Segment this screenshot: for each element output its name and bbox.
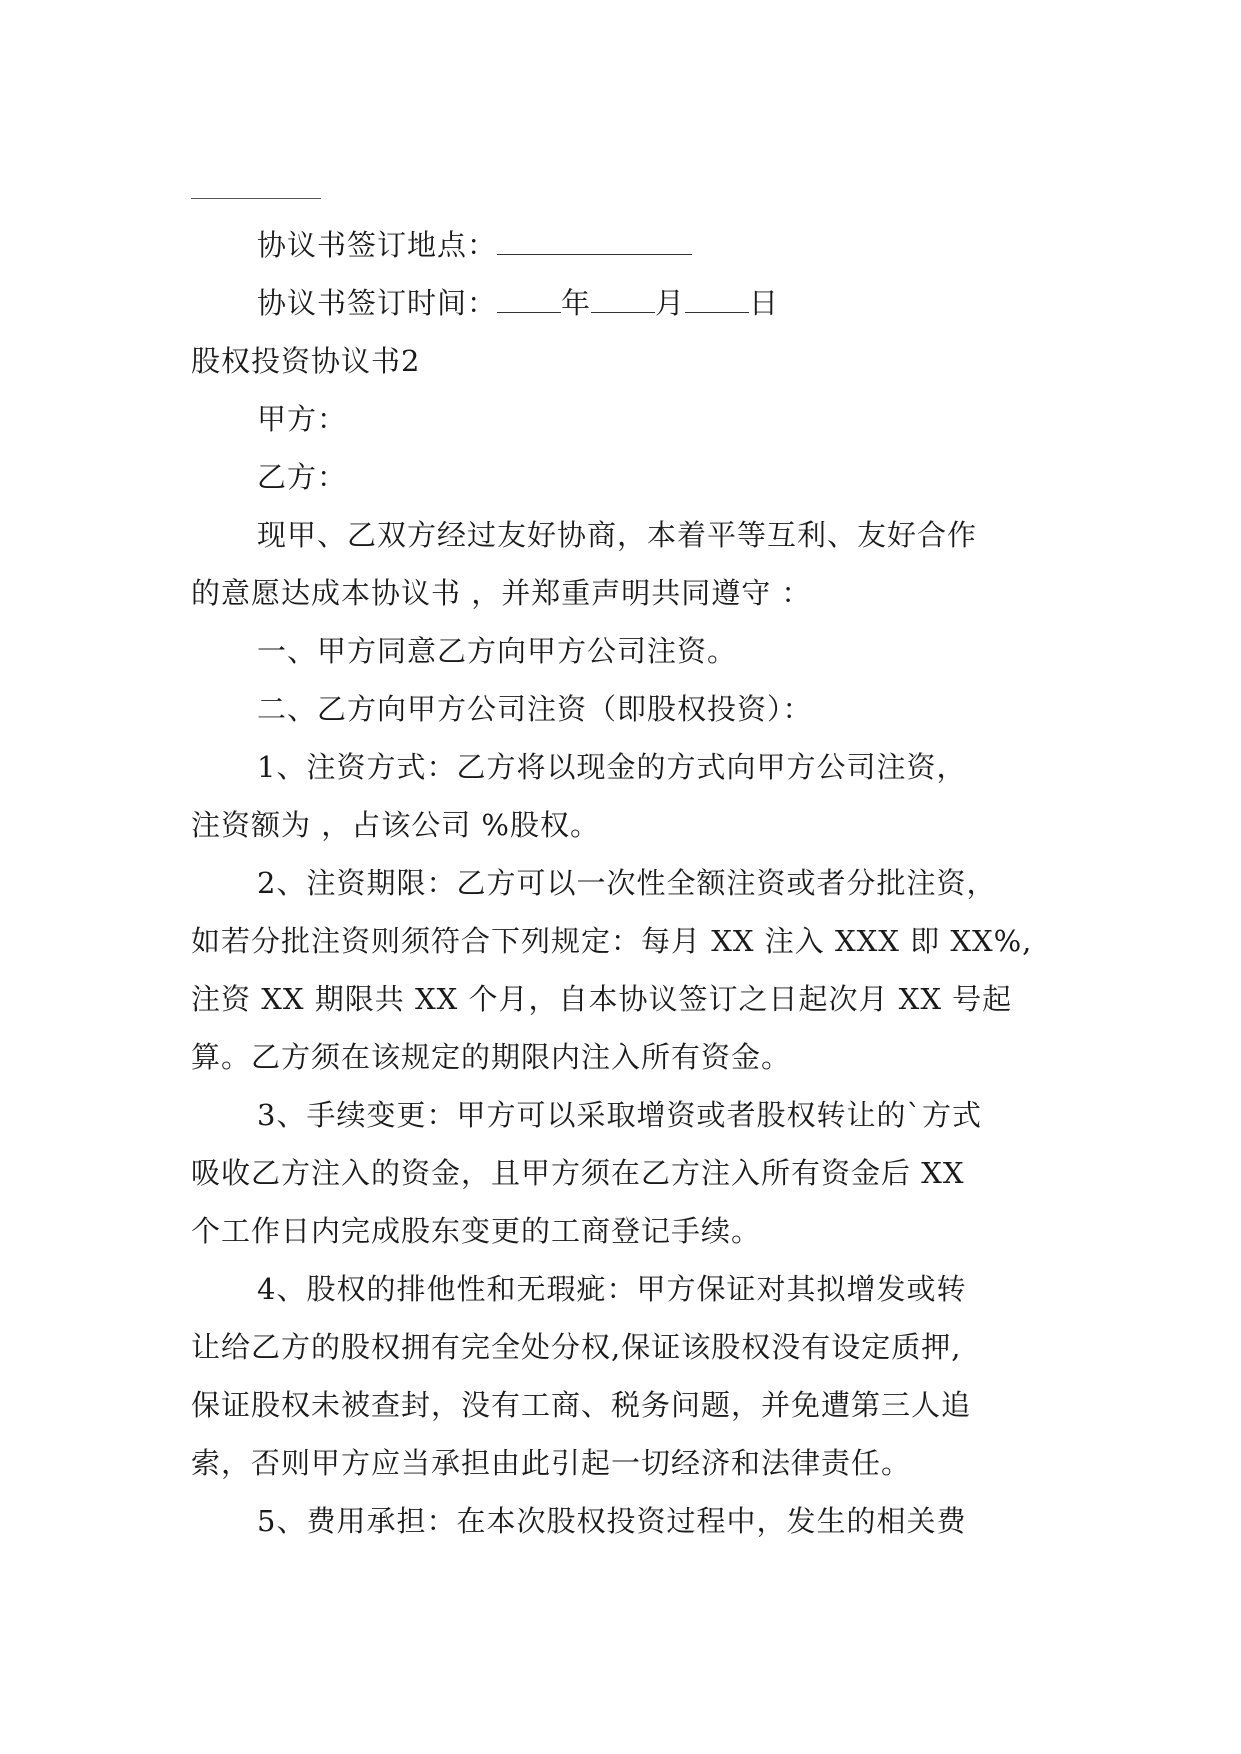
sign-place-blank [497,228,692,255]
sign-time-row [257,283,779,323]
year-label: 年 [561,286,592,320]
month-label: 月 [655,286,686,320]
signature-blank-line [191,198,321,199]
body-line: 让给乙方的股权拥有完全处分权,保证该股权没有设定质押, [191,1330,962,1364]
sign-place-row [257,225,692,265]
sign-place-label: 协议书签订地点： [257,228,498,262]
body-line: 2、注资期限：乙方可以一次性全额注资或者分批注资， [257,866,997,900]
body-line: 个工作日内完成股东变更的工商登记手续。 [191,1214,762,1248]
month-blank [591,286,655,313]
day-blank [685,286,749,313]
body-line: 保证股权未被查封，没有工商、税务问题，并免遭第三人追 [191,1388,972,1422]
year-blank [497,286,561,313]
sign-time-label: 协议书签订时间： [257,286,498,320]
body-line: 索，否则甲方应当承担由此引起一切经济和法律责任。 [191,1446,912,1480]
body-line: 现甲、乙双方经过友好协商，本着平等互利、友好合作 [257,518,978,552]
body-line: 4、股权的排他性和无瑕疵：甲方保证对其拟增发或转 [257,1272,967,1306]
party-b-label: 乙方： [257,460,348,494]
body-line: 一、甲方同意乙方向甲方公司注资。 [257,634,738,668]
body-line: 算。乙方须在该规定的期限内注入所有资金。 [191,1040,792,1074]
body-line: 如若分批注资则须符合下列规定：每月 XX 注入 XXX 即 XX%, [191,924,1033,958]
day-label: 日 [749,286,780,320]
document-title: 股权投资协议书2 [191,344,421,378]
body-line: 吸收乙方注入的资金，且甲方须在乙方注入所有资金后 XX [191,1156,965,1190]
body-line: 5、费用承担：在本次股权投资过程中，发生的相关费 [257,1504,967,1538]
body-line: 二、乙方向甲方公司注资（即股权投资）： [257,692,813,726]
body-line: 的意愿达成本协议书 ，并郑重声明共同遵守 ： [191,576,812,610]
party-a-label: 甲方： [257,402,348,436]
body-line: 1、注资方式：乙方将以现金的方式向甲方公司注资， [257,750,967,784]
body-line: 注资 XX 期限共 XX 个月，自本协议签订之日起次月 XX 号起 [191,982,1013,1016]
body-line: 注资额为 ，占该公司 %股权。 [191,808,600,842]
body-line: 3、手续变更：甲方可以采取增资或者股权转让的`方式 [257,1098,982,1132]
